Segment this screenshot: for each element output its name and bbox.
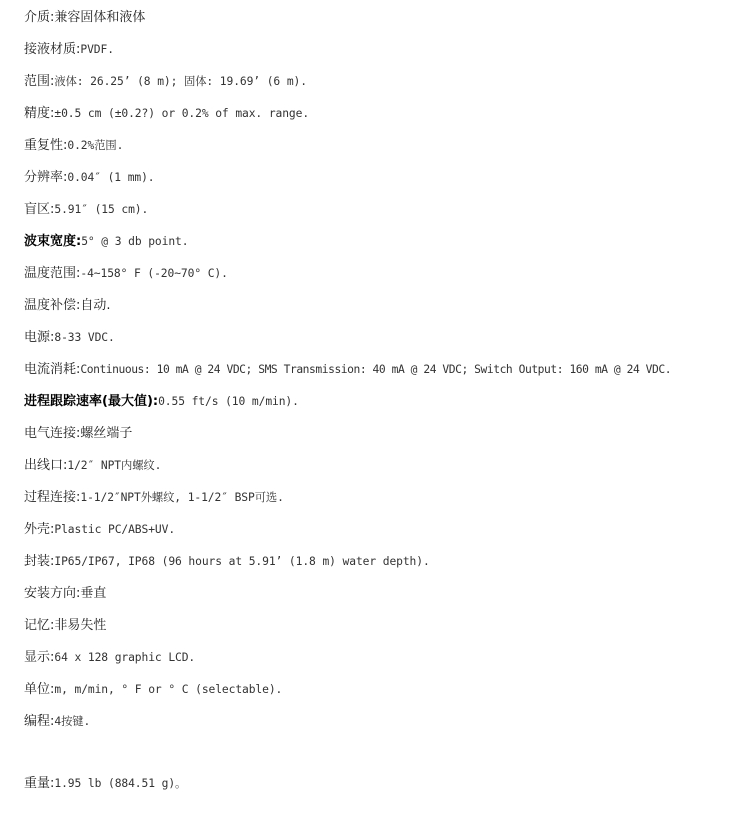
spec-label: 重量: — [24, 776, 55, 791]
spec-value: ±0.5 cm (±0.2?) or 0.2% of max. range. — [54, 107, 310, 120]
spec-label: 进程跟踪速率(最大值): — [24, 394, 159, 409]
spec-list — [24, 6, 755, 804]
spec-row-current-draw — [24, 358, 755, 390]
spec-value: PVDF. — [80, 43, 114, 56]
spec-label: 分辨率: — [24, 170, 68, 185]
spec-label: 范围: — [24, 74, 55, 89]
spec-row-beam-width — [24, 230, 755, 262]
spec-value: Plastic PC/ABS+UV. — [54, 523, 176, 536]
spec-label: 封装: — [24, 554, 55, 569]
spec-row-temperature-range — [24, 262, 755, 294]
spec-label: 介质: — [24, 10, 55, 25]
spec-row-electrical-connection — [24, 422, 755, 454]
spec-value: 非易失性 — [54, 618, 107, 633]
spec-label: 重复性: — [24, 138, 68, 153]
spec-value: 4按键. — [54, 715, 91, 728]
spec-value: 1/2″ NPT内螺纹. — [67, 459, 162, 472]
spec-label: 盲区: — [24, 202, 55, 217]
spec-value: 0.04″ (1 mm). — [67, 171, 155, 184]
spec-value: -4~158° F (-20~70° C). — [80, 267, 228, 280]
spec-label: 外壳: — [24, 522, 55, 537]
spec-label: 编程: — [24, 714, 55, 729]
spec-row-range — [24, 70, 755, 102]
spec-label: 电流消耗: — [24, 362, 81, 377]
spec-row-wetted-material — [24, 38, 755, 70]
spec-row-weight — [24, 772, 755, 804]
spec-label: 单位: — [24, 682, 55, 697]
spec-label: 温度范围: — [24, 266, 81, 281]
spec-row-resolution — [24, 166, 755, 198]
spec-label: 显示: — [24, 650, 55, 665]
spec-value: 螺丝端子 — [80, 426, 133, 441]
spec-label: 过程连接: — [24, 490, 81, 505]
spec-row-display — [24, 646, 755, 678]
spec-row-housing — [24, 518, 755, 550]
spec-value: 5.91″ (15 cm). — [54, 203, 149, 216]
spec-value: 1-1/2″NPT外螺纹, 1-1/2″ BSP可选. — [80, 491, 284, 504]
spec-value: 垂直 — [80, 586, 107, 601]
spec-row-programming — [24, 710, 755, 742]
spec-value: 5° @ 3 db point. — [81, 235, 189, 248]
spec-row-units — [24, 678, 755, 710]
spec-value: 0.55 ft/s (10 m/min). — [158, 395, 299, 408]
spec-label: 出线口: — [24, 458, 68, 473]
spec-label: 温度补偿: — [24, 298, 81, 313]
spec-value: 64 x 128 graphic LCD. — [54, 651, 196, 664]
spec-value: 自动. — [80, 298, 111, 313]
spec-value: IP65/IP67, IP68 (96 hours at 5.91’ (1.8 m) water depth). — [54, 555, 430, 568]
spec-row-enclosure-rating — [24, 550, 755, 582]
spec-value: m, m/min, ° F or ° C (selectable). — [54, 683, 283, 696]
spec-label: 接液材质: — [24, 42, 81, 57]
spec-value: 0.2%范围. — [67, 139, 124, 152]
spec-row-repeatability — [24, 134, 755, 166]
spec-label: 波束宽度: — [24, 234, 82, 249]
spec-row-power — [24, 326, 755, 358]
spec-value: 液体: 26.25’ (8 m); 固体: 19.69’ (6 m). — [54, 75, 307, 88]
spec-row-memory — [24, 614, 755, 646]
spec-label: 记忆: — [24, 618, 55, 633]
spec-row-accuracy — [24, 102, 755, 134]
spec-value: 8-33 VDC. — [54, 331, 115, 344]
spec-row-medium — [24, 6, 755, 38]
spec-label: 安装方向: — [24, 586, 81, 601]
spec-row-process-connection — [24, 486, 755, 518]
spec-label: 电气连接: — [24, 426, 81, 441]
spec-value: 1.95 lb (884.51 g)。 — [54, 777, 187, 790]
spec-value: Continuous: 10 mA @ 24 VDC; SMS Transmission: 40 mA @ 24 VDC; Switch Output: 160 mA @ 24 VDC. — [80, 363, 672, 376]
spec-row-mounting-orientation — [24, 582, 755, 614]
spec-row-conduit-entry — [24, 454, 755, 486]
spec-label: 精度: — [24, 106, 55, 121]
spec-row-temperature-compensation — [24, 294, 755, 326]
spec-label: 电源: — [24, 330, 55, 345]
spec-value: 兼容固体和液体 — [54, 10, 146, 25]
spec-row-tracking-rate — [24, 390, 755, 422]
spec-row-dead-band — [24, 198, 755, 230]
